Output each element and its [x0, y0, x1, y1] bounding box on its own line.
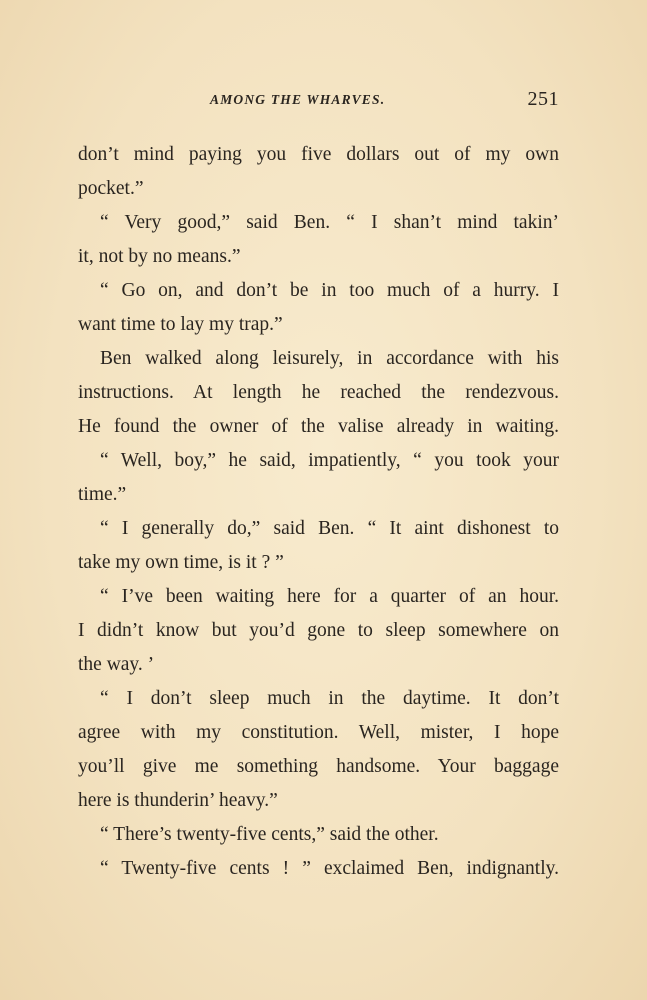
text-line: “ Very good,” said Ben. “ I shan’t mind takin’ [100, 212, 559, 233]
text-line: don’t mind paying you five dollars out of my own [78, 144, 559, 165]
text-line: “ Twenty-five cents ! ” exclaimed Ben, indignantly. [100, 858, 559, 879]
text-line: “ I don’t sleep much in the daytime. It don’t [100, 688, 559, 709]
text-line: the way. ’ [78, 654, 155, 675]
text-line: instructions. At length he reached the rendezvous. [78, 382, 559, 403]
text-line: it, not by no means.” [78, 246, 241, 267]
text-line: “ Well, boy,” he said, impatiently, “ you took your [100, 450, 559, 471]
text-line: “ There’s twenty-five cents,” said the other. [100, 824, 439, 845]
text-line: pocket.” [78, 178, 144, 199]
text-line: want time to lay my trap.” [78, 314, 283, 335]
text-line: you’ll give me something handsome. Your baggage [78, 756, 559, 777]
text-line: time.” [78, 484, 127, 505]
text-line: Ben walked along leisurely, in accordance with his [100, 348, 559, 369]
page-number: 251 [527, 88, 559, 110]
text-line: I didn’t know but you’d gone to sleep somewhere on [78, 620, 559, 641]
text-line: here is thunderin’ heavy.” [78, 790, 278, 811]
page-header [78, 90, 559, 114]
body-text [78, 138, 559, 886]
text-line: take my own time, is it ? ” [78, 552, 284, 573]
text-line: “ I’ve been waiting here for a quarter of an hour. [100, 586, 559, 607]
text-line: agree with my constitution. Well, mister, I hope [78, 722, 559, 743]
text-line: “ I generally do,” said Ben. “ It aint dishonest to [100, 518, 559, 539]
text-line: He found the owner of the valise already in waiting. [78, 416, 559, 437]
running-head: AMONG THE WHARVES. [210, 92, 386, 107]
text-line: “ Go on, and don’t be in too much of a hurry. I [100, 280, 559, 301]
